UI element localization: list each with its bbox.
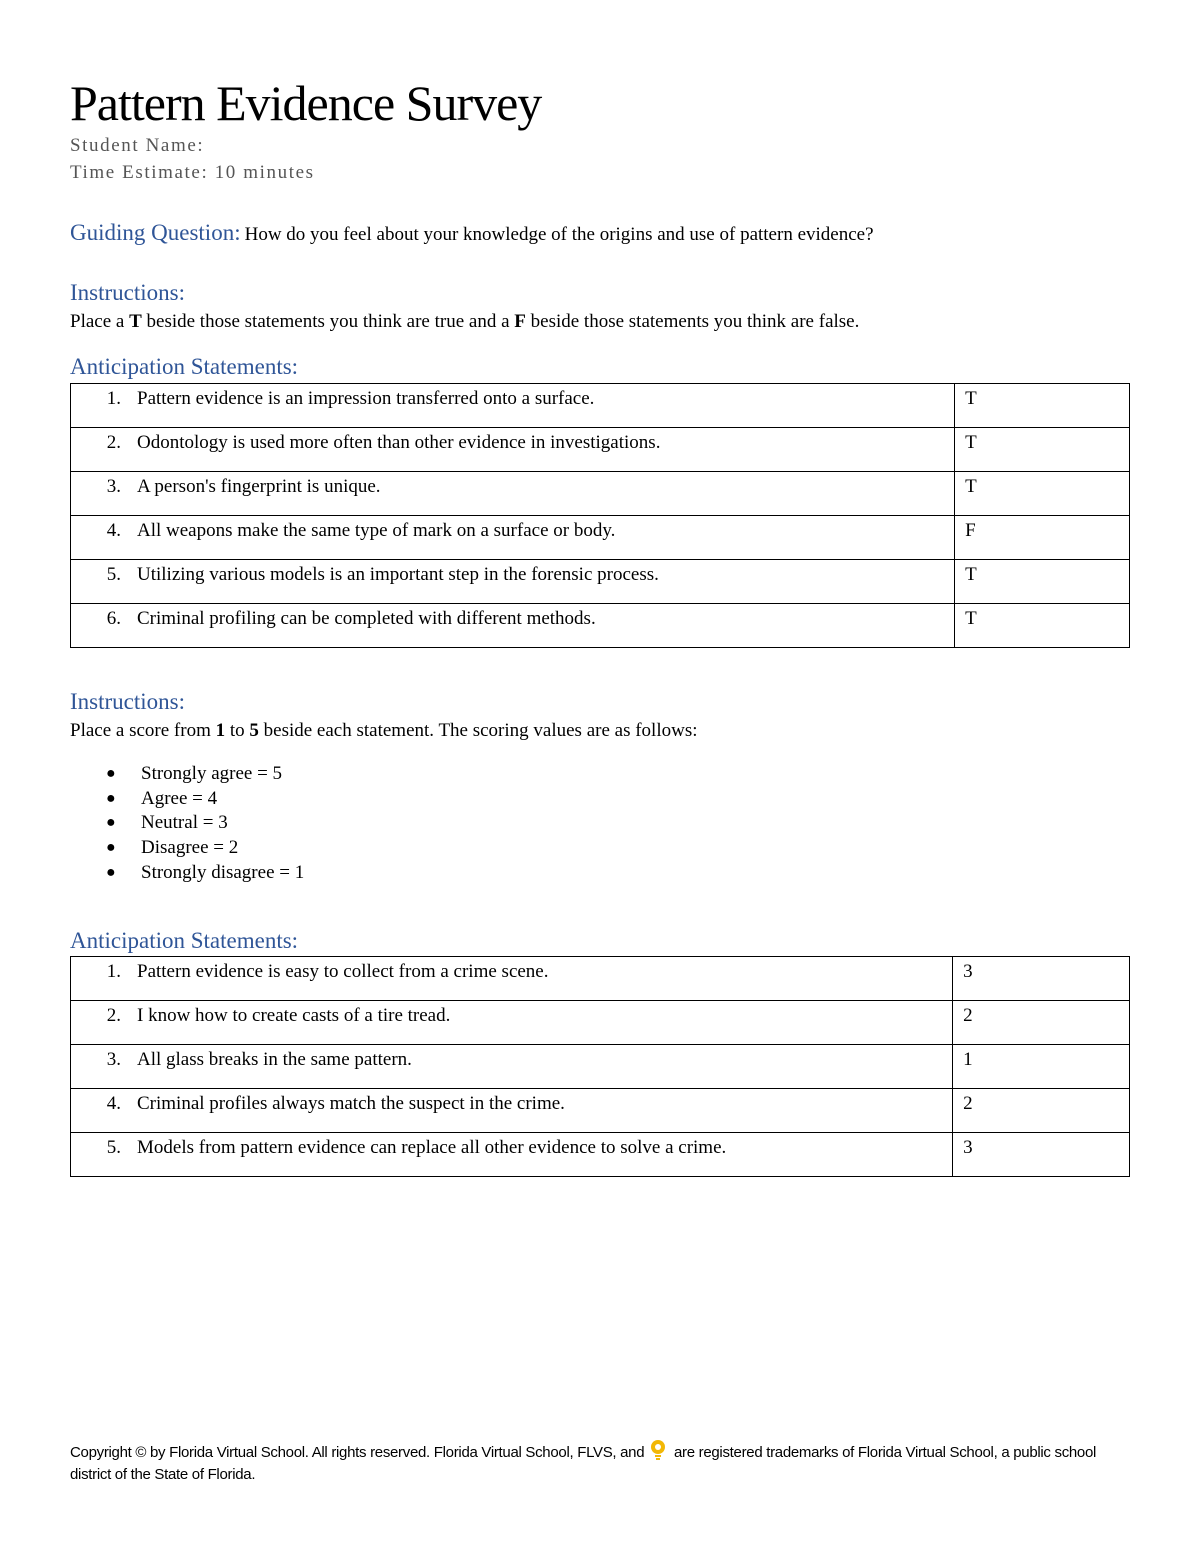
bullet-icon: ● (106, 839, 116, 857)
score-label: Strongly agree = 5 (141, 763, 283, 784)
statement-number: 2. (106, 432, 121, 453)
bullet-icon: ● (106, 765, 116, 782)
instructions-text-part: beside each statement. The scoring values are as follows: (258, 720, 698, 741)
score-table (70, 956, 1130, 1177)
guiding-question (70, 220, 874, 246)
table-row (71, 472, 1130, 516)
statement-text: Utilizing various models is an important step in the forensic process. (137, 564, 659, 585)
answer-cell[interactable]: 1 (953, 1045, 1130, 1089)
score-label: Strongly disagree = 1 (141, 861, 305, 883)
table-row (71, 428, 1130, 472)
list-item (70, 762, 304, 787)
table-row (71, 1089, 1130, 1133)
instructions-heading-1: Instructions: (70, 280, 185, 305)
true-marker: T (129, 311, 142, 332)
statement-cell (71, 1089, 953, 1133)
statement-number: 5. (106, 564, 121, 585)
copyright-footer (70, 1440, 1130, 1486)
statement-text: Odontology is used more often than other evidence in investigations. (137, 432, 661, 453)
answer-cell[interactable]: 3 (953, 957, 1130, 1001)
statement-cell (71, 560, 955, 604)
statement-text: I know how to create casts of a tire tread. (137, 1005, 451, 1026)
footer-text: Copyright © by Florida Virtual School. All rights reserved. Florida Virtual School, FLVS, and (70, 1444, 649, 1461)
table-row (71, 1001, 1130, 1045)
statement-cell (71, 428, 955, 472)
statement-number: 2. (106, 1005, 121, 1026)
statement-text: Criminal profiling can be completed with different methods. (137, 608, 596, 629)
score-label: Agree = 4 (141, 787, 218, 809)
statement-cell (71, 384, 955, 428)
table-row (71, 1045, 1130, 1089)
student-name-label: Student Name: (70, 135, 205, 156)
anticipation-heading-2: Anticipation Statements: (70, 928, 299, 953)
statement-cell (71, 516, 955, 560)
table-row (71, 560, 1130, 604)
statement-number: 6. (106, 608, 121, 629)
false-marker: F (514, 311, 526, 332)
list-item (70, 811, 304, 836)
instructions-text-part: Place a (70, 311, 130, 332)
instructions-text-1 (70, 309, 859, 335)
table-row (71, 957, 1130, 1001)
footer-text: are registered trademarks of Florida Virtual School, a public school district of the State of Florida. (70, 1444, 1097, 1483)
list-item (70, 787, 304, 812)
instructions-text-2 (70, 718, 698, 744)
statement-number: 1. (106, 961, 121, 982)
flvs-lightbulb-icon (650, 1440, 666, 1462)
instructions-text-part: Place a score from (70, 720, 216, 741)
statement-cell (71, 472, 955, 516)
statement-text: Models from pattern evidence can replace all other evidence to solve a crime. (137, 1137, 727, 1158)
answer-cell[interactable]: T (955, 560, 1130, 604)
table-row (71, 604, 1130, 648)
statement-number: 3. (106, 1049, 121, 1070)
statement-cell (71, 1045, 953, 1089)
answer-cell[interactable]: T (955, 428, 1130, 472)
statement-number: 5. (106, 1137, 121, 1158)
answer-cell[interactable]: T (955, 384, 1130, 428)
answer-cell[interactable]: 2 (953, 1089, 1130, 1133)
statement-number: 4. (106, 520, 121, 541)
table-row (71, 516, 1130, 560)
statement-text: All weapons make the same type of mark on a surface or body. (137, 520, 616, 541)
statement-text: All glass breaks in the same pattern. (137, 1049, 412, 1070)
answer-cell[interactable]: 2 (953, 1001, 1130, 1045)
list-item (70, 836, 304, 861)
list-item (70, 861, 304, 886)
score-high: 5 (249, 720, 259, 741)
time-estimate: Time Estimate: 10 minutes (70, 162, 315, 183)
statement-text: Criminal profiles always match the suspect in the crime. (137, 1093, 565, 1114)
guiding-question-label: Guiding Question: (70, 220, 241, 245)
statement-cell (71, 1001, 953, 1045)
statement-cell (71, 1133, 953, 1177)
instructions-heading-2: Instructions: (70, 689, 185, 714)
score-scale-list (70, 762, 304, 886)
statement-text: Pattern evidence is an impression transferred onto a surface. (137, 388, 595, 409)
statement-text: A person's fingerprint is unique. (137, 476, 381, 497)
instructions-text-part: beside those statements you think are true and a (141, 311, 515, 332)
score-label: Disagree = 2 (141, 837, 239, 859)
answer-cell[interactable]: 3 (953, 1133, 1130, 1177)
bullet-icon: ● (106, 863, 116, 881)
page-title: Pattern Evidence Survey (70, 75, 542, 131)
answer-cell[interactable]: T (955, 604, 1130, 648)
answer-cell[interactable]: T (955, 472, 1130, 516)
bullet-icon: ● (106, 814, 116, 832)
answer-cell[interactable]: F (955, 516, 1130, 560)
statement-text: Pattern evidence is easy to collect from a crime scene. (137, 961, 549, 982)
true-false-table (70, 383, 1130, 648)
score-low: 1 (215, 720, 226, 741)
statement-cell (71, 957, 953, 1001)
statement-number: 3. (106, 476, 121, 497)
table-row (71, 384, 1130, 428)
statement-cell (71, 604, 955, 648)
table-row (71, 1133, 1130, 1177)
guiding-question-text: How do you feel about your knowledge of the origins and use of pattern evidence? (244, 224, 874, 245)
instructions-text-part: to (225, 720, 250, 741)
statement-number: 4. (106, 1093, 121, 1114)
anticipation-heading-1: Anticipation Statements: (70, 354, 299, 379)
statement-number: 1. (106, 388, 121, 409)
bullet-icon: ● (106, 789, 116, 807)
instructions-text-part: beside those statements you think are false. (525, 311, 860, 332)
score-label: Neutral = 3 (141, 812, 228, 834)
